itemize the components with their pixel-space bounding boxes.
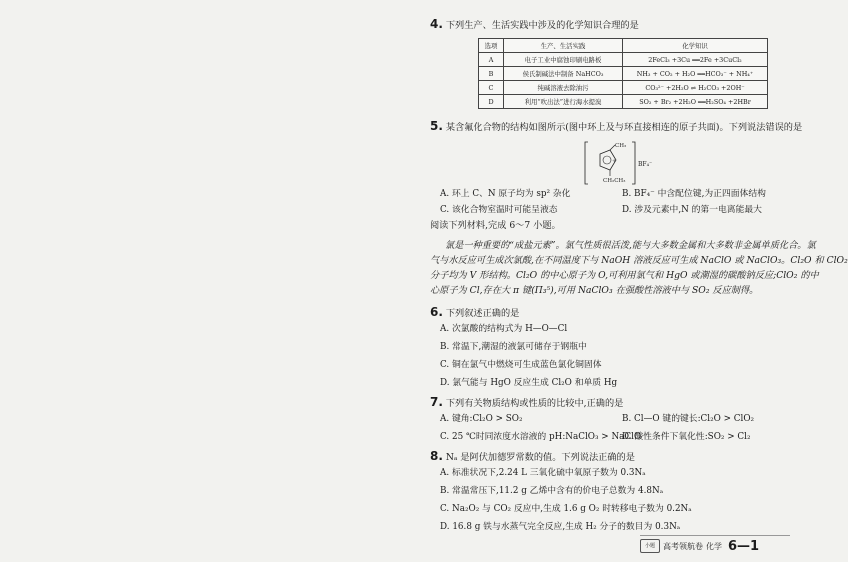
table-row bbox=[479, 81, 768, 95]
chemistry-table bbox=[478, 38, 768, 109]
option-b: B. 常温常压下,11.2 g 乙烯中含有的价电子总数为 4.8Nₐ bbox=[440, 486, 664, 496]
question-number: 6. bbox=[430, 305, 443, 319]
question-number: 7. bbox=[430, 395, 443, 409]
table-cell: 利用“吹出法”进行海水提溴 bbox=[504, 95, 623, 109]
option-b: B. BF₄⁻ 中含配位键,为正四面体结构 bbox=[622, 189, 766, 199]
table-cell: B bbox=[479, 67, 504, 81]
question-number: 5. bbox=[430, 119, 443, 133]
question-6 bbox=[430, 306, 519, 320]
question-stem: 某含氟化合物的结构如图所示(图中环上及与环直接相连的原子共面)。下列说法错误的是 bbox=[445, 122, 803, 133]
option-d: D. 16.8 g 铁与水蒸气完全反应,生成 H₂ 分子的数目为 0.3Nₐ bbox=[440, 522, 681, 532]
table-header: 化学知识 bbox=[623, 39, 768, 53]
table-cell: 侯氏制碱法中制备 NaHCO₃ bbox=[504, 67, 623, 81]
table-cell: C bbox=[479, 81, 504, 95]
question-4 bbox=[430, 18, 639, 32]
reading-line: 气与水反应可生成次氯酸,在不同温度下与 NaOH 溶液反应可生成 NaClO 或 NaClO₃。Cl₂O 和 ClO₂ bbox=[430, 255, 848, 266]
svg-text:+: + bbox=[612, 158, 617, 164]
table-header-row bbox=[479, 39, 768, 53]
table-row bbox=[479, 53, 768, 67]
question-stem: Nₐ 是阿伏加德罗常数的值。下列说法正确的是 bbox=[445, 452, 635, 463]
question-stem: 下列有关物质结构或性质的比较中,正确的是 bbox=[445, 398, 624, 409]
option-d: D. 涉及元素中,N 的第一电离能最大 bbox=[622, 205, 762, 215]
reading-line: 分子均为 V 形结构。Cl₂O 的中心原子为 O,可利用氯气和 HgO 或潮湿的碳酸钠反应;ClO₂ 的中 bbox=[430, 270, 819, 281]
question-stem: 下列叙述正确的是 bbox=[445, 308, 520, 319]
reading-line: 心原子为 Cl,存在大 π 键(Π₃⁵),可用 NaClO₃ 在强酸性溶液中与 SO₂ 反应制得。 bbox=[430, 285, 759, 296]
option-c: C. 25 ℃时同浓度水溶液的 pH:NaClO₃ > NaClO bbox=[440, 432, 642, 442]
table-header: 生产、生活实践 bbox=[504, 39, 623, 53]
table-cell: A bbox=[479, 53, 504, 67]
question-8 bbox=[430, 450, 635, 464]
table-cell: SO₂ + Br₂ +2H₂O ══H₂SO₄ +2HBr bbox=[623, 95, 768, 109]
option-c: C. 铜在氯气中燃烧可生成蓝色氯化铜固体 bbox=[440, 360, 602, 370]
ethyl-label: CH₂CH₃ bbox=[603, 178, 626, 184]
table-row bbox=[479, 95, 768, 109]
footer-divider bbox=[640, 535, 790, 536]
table-cell: 电子工业中腐蚀印刷电路板 bbox=[504, 53, 623, 67]
reading-line: 氯是一种重要的“成盐元素”。氯气性质很活泼,能与大多数金属和大多数非金属单质化合。氯 bbox=[445, 240, 816, 251]
table-header: 选项 bbox=[479, 39, 504, 53]
table-cell: 纯碱溶液去除油污 bbox=[504, 81, 623, 95]
imidazolium-structure bbox=[585, 140, 665, 186]
table-row bbox=[479, 67, 768, 81]
question-5 bbox=[430, 120, 802, 134]
table-cell: NH₃ + CO₂ + H₂O ══HCO₃⁻ + NH₄⁺ bbox=[623, 67, 768, 81]
option-a: A. 标准状况下,2.24 L 三氧化硫中氧原子数为 0.3Nₐ bbox=[440, 468, 646, 478]
table-cell: D bbox=[479, 95, 504, 109]
anion-label: BF₄⁻ bbox=[638, 161, 653, 168]
question-number: 4. bbox=[430, 17, 443, 31]
question-number: 8. bbox=[430, 449, 443, 463]
option-d: D. 酸性条件下氧化性:SO₂ > Cl₂ bbox=[622, 432, 751, 442]
option-d: D. 氯气能与 HgO 反应生成 Cl₂O 和单质 Hg bbox=[440, 378, 618, 388]
option-c: C. Na₂O₂ 与 CO₂ 反应中,生成 1.6 g O₂ 时转移电子数为 0.2Nₐ bbox=[440, 504, 692, 514]
option-c: C. 该化合物室温时可能呈液态 bbox=[440, 205, 558, 215]
option-a: A. 次氯酸的结构式为 H—O—Cl bbox=[440, 324, 568, 334]
publisher-logo-icon: 小题 bbox=[640, 539, 660, 553]
subject-name: 化学 bbox=[706, 541, 722, 551]
table-cell: CO₃²⁻ +2H₂O ⇌ H₂CO₃ +2OH⁻ bbox=[623, 81, 768, 95]
methyl-label: CH₃ bbox=[615, 143, 627, 149]
reading-intro: 阅读下列材料,完成 6～7 小题。 bbox=[430, 220, 561, 231]
question-7 bbox=[430, 396, 623, 410]
option-a: A. 环上 C、N 原子均为 sp² 杂化 bbox=[440, 189, 571, 199]
page-footer bbox=[640, 538, 790, 554]
page-code: 6—1 bbox=[728, 538, 760, 554]
table-cell: 2FeCl₃ +3Cu ══2Fe +3CuCl₂ bbox=[623, 53, 768, 67]
option-a: A. 键角:Cl₂O > SO₂ bbox=[440, 414, 523, 424]
option-b: B. 常温下,潮湿的液氯可储存于钢瓶中 bbox=[440, 342, 587, 352]
question-stem: 下列生产、生活实践中涉及的化学知识合理的是 bbox=[445, 20, 639, 31]
option-b: B. Cl—O 键的键长:Cl₂O > ClO₂ bbox=[622, 414, 755, 424]
series-name: 高考领航卷 bbox=[663, 541, 703, 551]
